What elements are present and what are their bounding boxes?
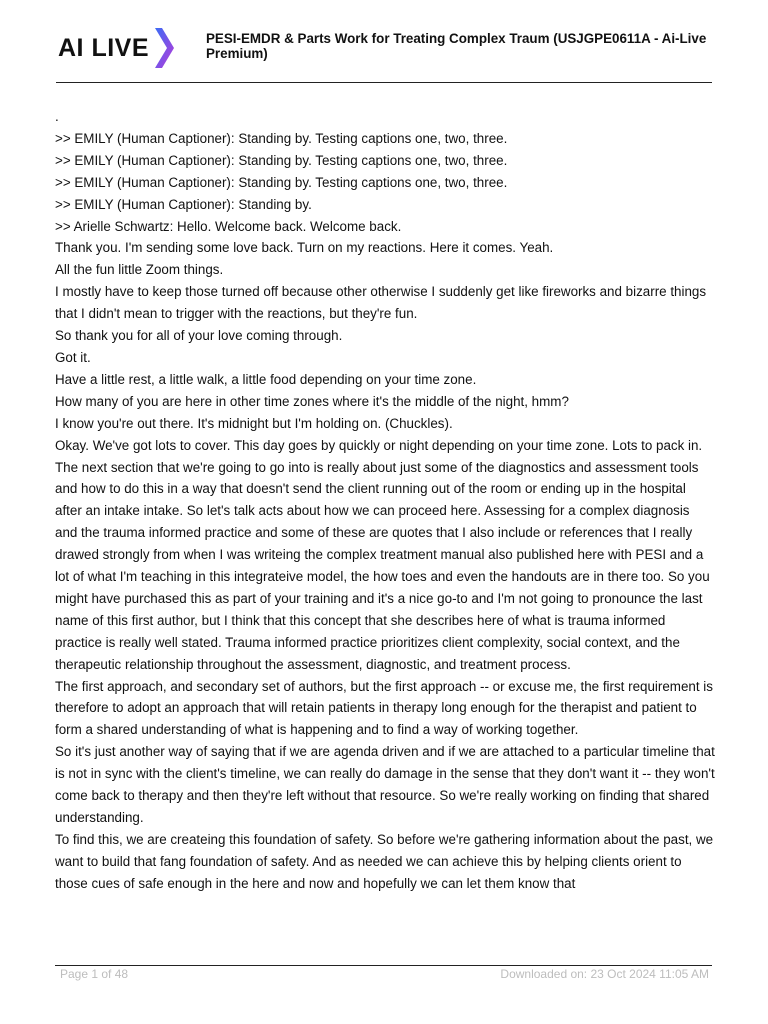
transcript-line: I know you're out there. It's midnight but I'm holding on. (Chuckles). — [55, 415, 453, 431]
transcript-line: The first approach, and secondary set of authors, but the first approach -- or excuse me, the first requirement is therefore to adopt an approach that will retain patients in therapy long enough for the therapist and patient to form a shared understanding of what is happening and to find a way of working together. — [55, 678, 713, 738]
page-number: Page 1 of 48 — [60, 967, 129, 981]
document-title: PESI-EMDR & Parts Work for Treating Complex Traum (USJGPE0611A - Ai-Live Premium) — [206, 31, 707, 61]
transcript-line: All the fun little Zoom things. — [55, 262, 224, 278]
transcript-line: So it's just another way of saying that if we are agenda driven and if we are attached to a particular timeline that is not in sync with the client's timeline, we can really do damage in the sense that they don't want it -- they won't come back to therapy and then they're left without that resource. So we're really working on finding that shared understanding. — [55, 744, 715, 825]
transcript-line: . — [55, 109, 59, 124]
transcript-line: >> Arielle Schwartz: Hello. Welcome back. Welcome back. — [55, 218, 402, 234]
transcript-line: Thank you. I'm sending some love back. Turn on my reactions. Here it comes. Yeah. — [55, 240, 554, 256]
page-header — [56, 22, 712, 83]
transcript-line: How many of you are here in other time zones where it's the middle of the night, hmm? — [55, 393, 569, 409]
transcript-line: Got it. — [55, 349, 91, 365]
page-footer — [55, 965, 712, 986]
transcript-line: >> EMILY (Human Captioner): Standing by. Testing captions one, two, three. — [55, 174, 508, 190]
logo-text: AI LIVE — [58, 33, 150, 62]
transcript-line: To find this, we are createing this foundation of safety. So before we're gathering information about the past, we want to build that fang foundation of safety. And as needed we can achieve this by helping clients orient to those cues of safe enough in the here and now and hopefully we can let them know that — [55, 831, 714, 891]
chevron-logo-icon — [151, 26, 177, 70]
transcript-body — [55, 106, 715, 895]
transcript-line: Have a little rest, a little walk, a little food depending on your time zone. — [55, 371, 477, 387]
transcript-line: So thank you for all of your love coming through. — [55, 328, 343, 344]
transcript-line: Okay. We've got lots to cover. This day goes by quickly or night depending on your time zone. Lots to pack in. The next section that we're going to go into is really about just some of the diagnostics and assessment tools and how to do this in a way that doesn't send the client running out of the room or ending up in the hospital after an intake intake. So let's talk acts about how we can proceed here. Assessing for a complex diagnosis and the trauma informed practice and some of these are quotes that I also include or references that I really drawed strongly from when I was writeing the complex treatment manual also published here with PESI and a lot of what I'm teaching in this integrateive model, the how toes and even the handouts are in there too. So you might have purchased this as part of your training and it's a nice go-to and I'm not going to pronounce the last name of this first author, but I think that this concept that she describes here of what is trauma informed practice is really well stated. Trauma informed practice prioritizes client complexity, social context, and the therapeutic relationship throughout the assessment, diagnostic, and treatment process. — [55, 437, 710, 672]
transcript-line: I mostly have to keep those turned off because other otherwise I suddenly get like fireworks and bizarre things that I didn't mean to trigger with the reactions, but they're fun. — [55, 284, 707, 322]
transcript-line: >> EMILY (Human Captioner): Standing by. — [55, 196, 312, 212]
transcript-line: >> EMILY (Human Captioner): Standing by. Testing captions one, two, three. — [55, 130, 508, 146]
ai-live-logo — [58, 26, 177, 70]
download-timestamp: Downloaded on: 23 Oct 2024 11:05 AM — [500, 967, 709, 981]
transcript-line: >> EMILY (Human Captioner): Standing by. Testing captions one, two, three. — [55, 152, 508, 168]
